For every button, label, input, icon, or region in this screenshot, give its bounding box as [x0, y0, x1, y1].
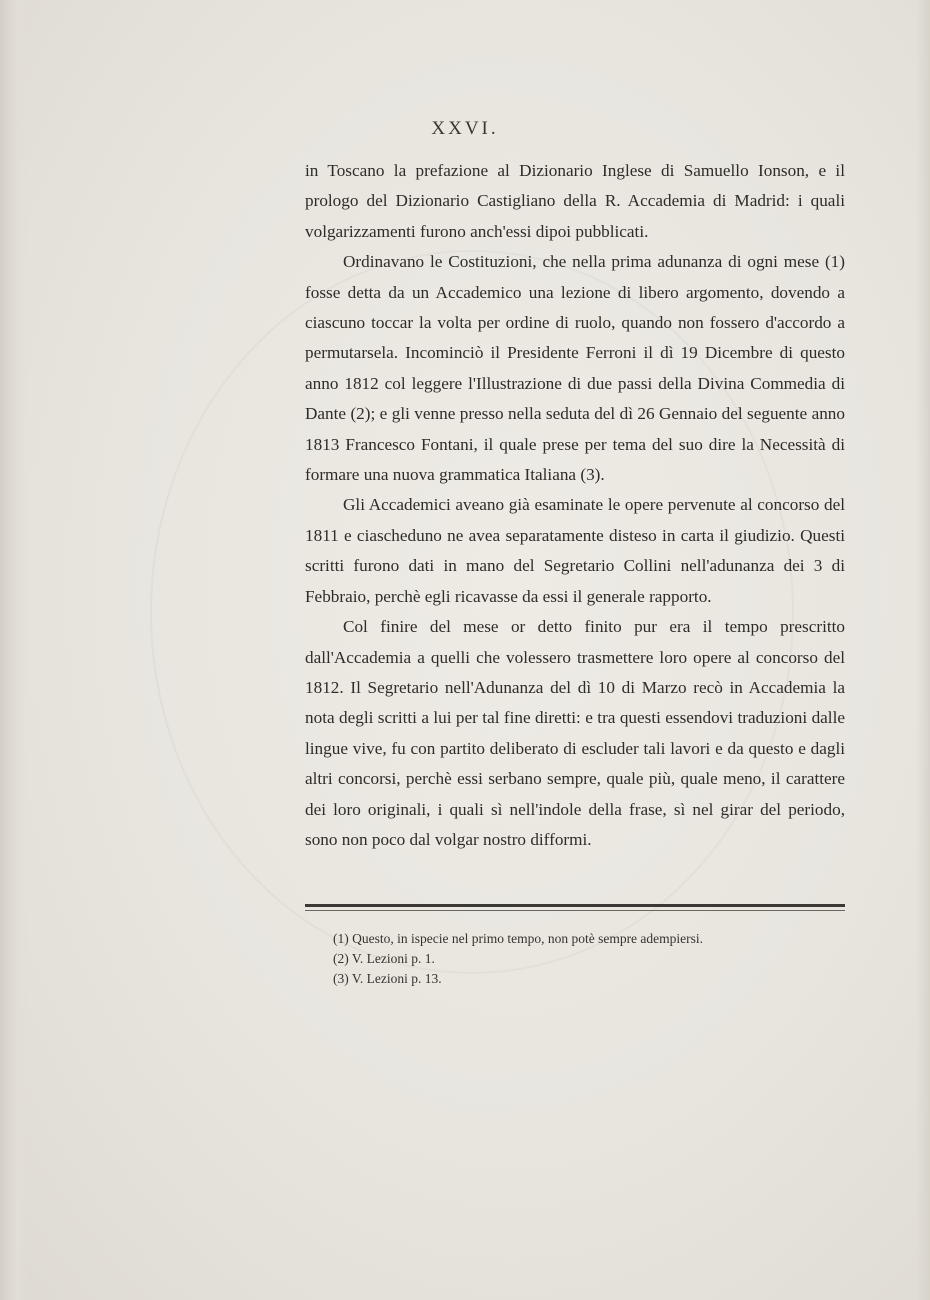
paragraph-continued: in Toscano la prefazione al Dizionario Inglese di Samuello Ionson, e il prologo del Dizionario Castigliano della R. Accademia di Madrid: i quali volgarizzamenti furono anch'essi dipoi pubblicati. — [305, 161, 845, 241]
footnotes — [333, 929, 853, 989]
page-edge-shadow — [916, 0, 930, 1300]
paragraph: Ordinavano le Costituzioni, che nella prima adunanza di ogni mese (1) fosse detta da un Accademico una lezione di libero argomento, dovendo a ciascuno toccar la volta per ordine di ruolo, quando non fossero d'accordo a permutarsela. Incominciò il Presidente Ferroni il dì 19 Dicembre di questo anno 1812 col leggere l'Illustrazione di due passi della Divina Commedia di Dante (2); e gli venne presso nella seduta del dì 26 Gennaio del seguente anno 1813 Francesco Fontani, il quale prese per tema del suo dire la Necessità di formare una nuova grammatica Italiana (3). — [305, 252, 845, 485]
footnote-separator-thin — [305, 910, 845, 911]
page-number-header: XXVI. — [431, 118, 499, 139]
page-gutter-shadow — [0, 0, 28, 1300]
footnote-3: (3) V. Lezioni p. 13. — [333, 971, 442, 986]
footnote-1: (1) Questo, in ispecie nel primo tempo, non potè sempre adempiersi. — [333, 931, 704, 946]
body-text — [305, 156, 845, 855]
paragraph: Gli Accademici aveano già esaminate le opere pervenute al concorso del 1811 e ciascheduno ne avea separatamente disteso in carta il giudizio. Questi scritti furono dati in mano del Segretario Collini nell'adunanza dei 3 di Febbraio, perchè egli ricavasse da essi il generale rapporto. — [305, 495, 845, 606]
footnote-separator — [305, 904, 845, 907]
paragraph: Col finire del mese or detto finito pur era il tempo prescritto dall'Accademia a quelli che volessero trasmettere loro opere al concorso del 1812. Il Segretario nell'Adunanza del dì 10 di Marzo recò in Accademia la nota degli scritti a lui per tal fine diretti: e tra questi essendovi traduzioni dalle lingue vive, fu con partito deliberato di escluder tali lavori e da questo e dagli altri concorsi, perchè essi serbano sempre, quale più, quale meno, il carattere dei loro originali, i quali sì nell'indole della frase, sì nel girar del periodo, sono non poco dal volgar nostro difformi. — [305, 617, 845, 849]
footnote-2: (2) V. Lezioni p. 1. — [333, 951, 435, 966]
